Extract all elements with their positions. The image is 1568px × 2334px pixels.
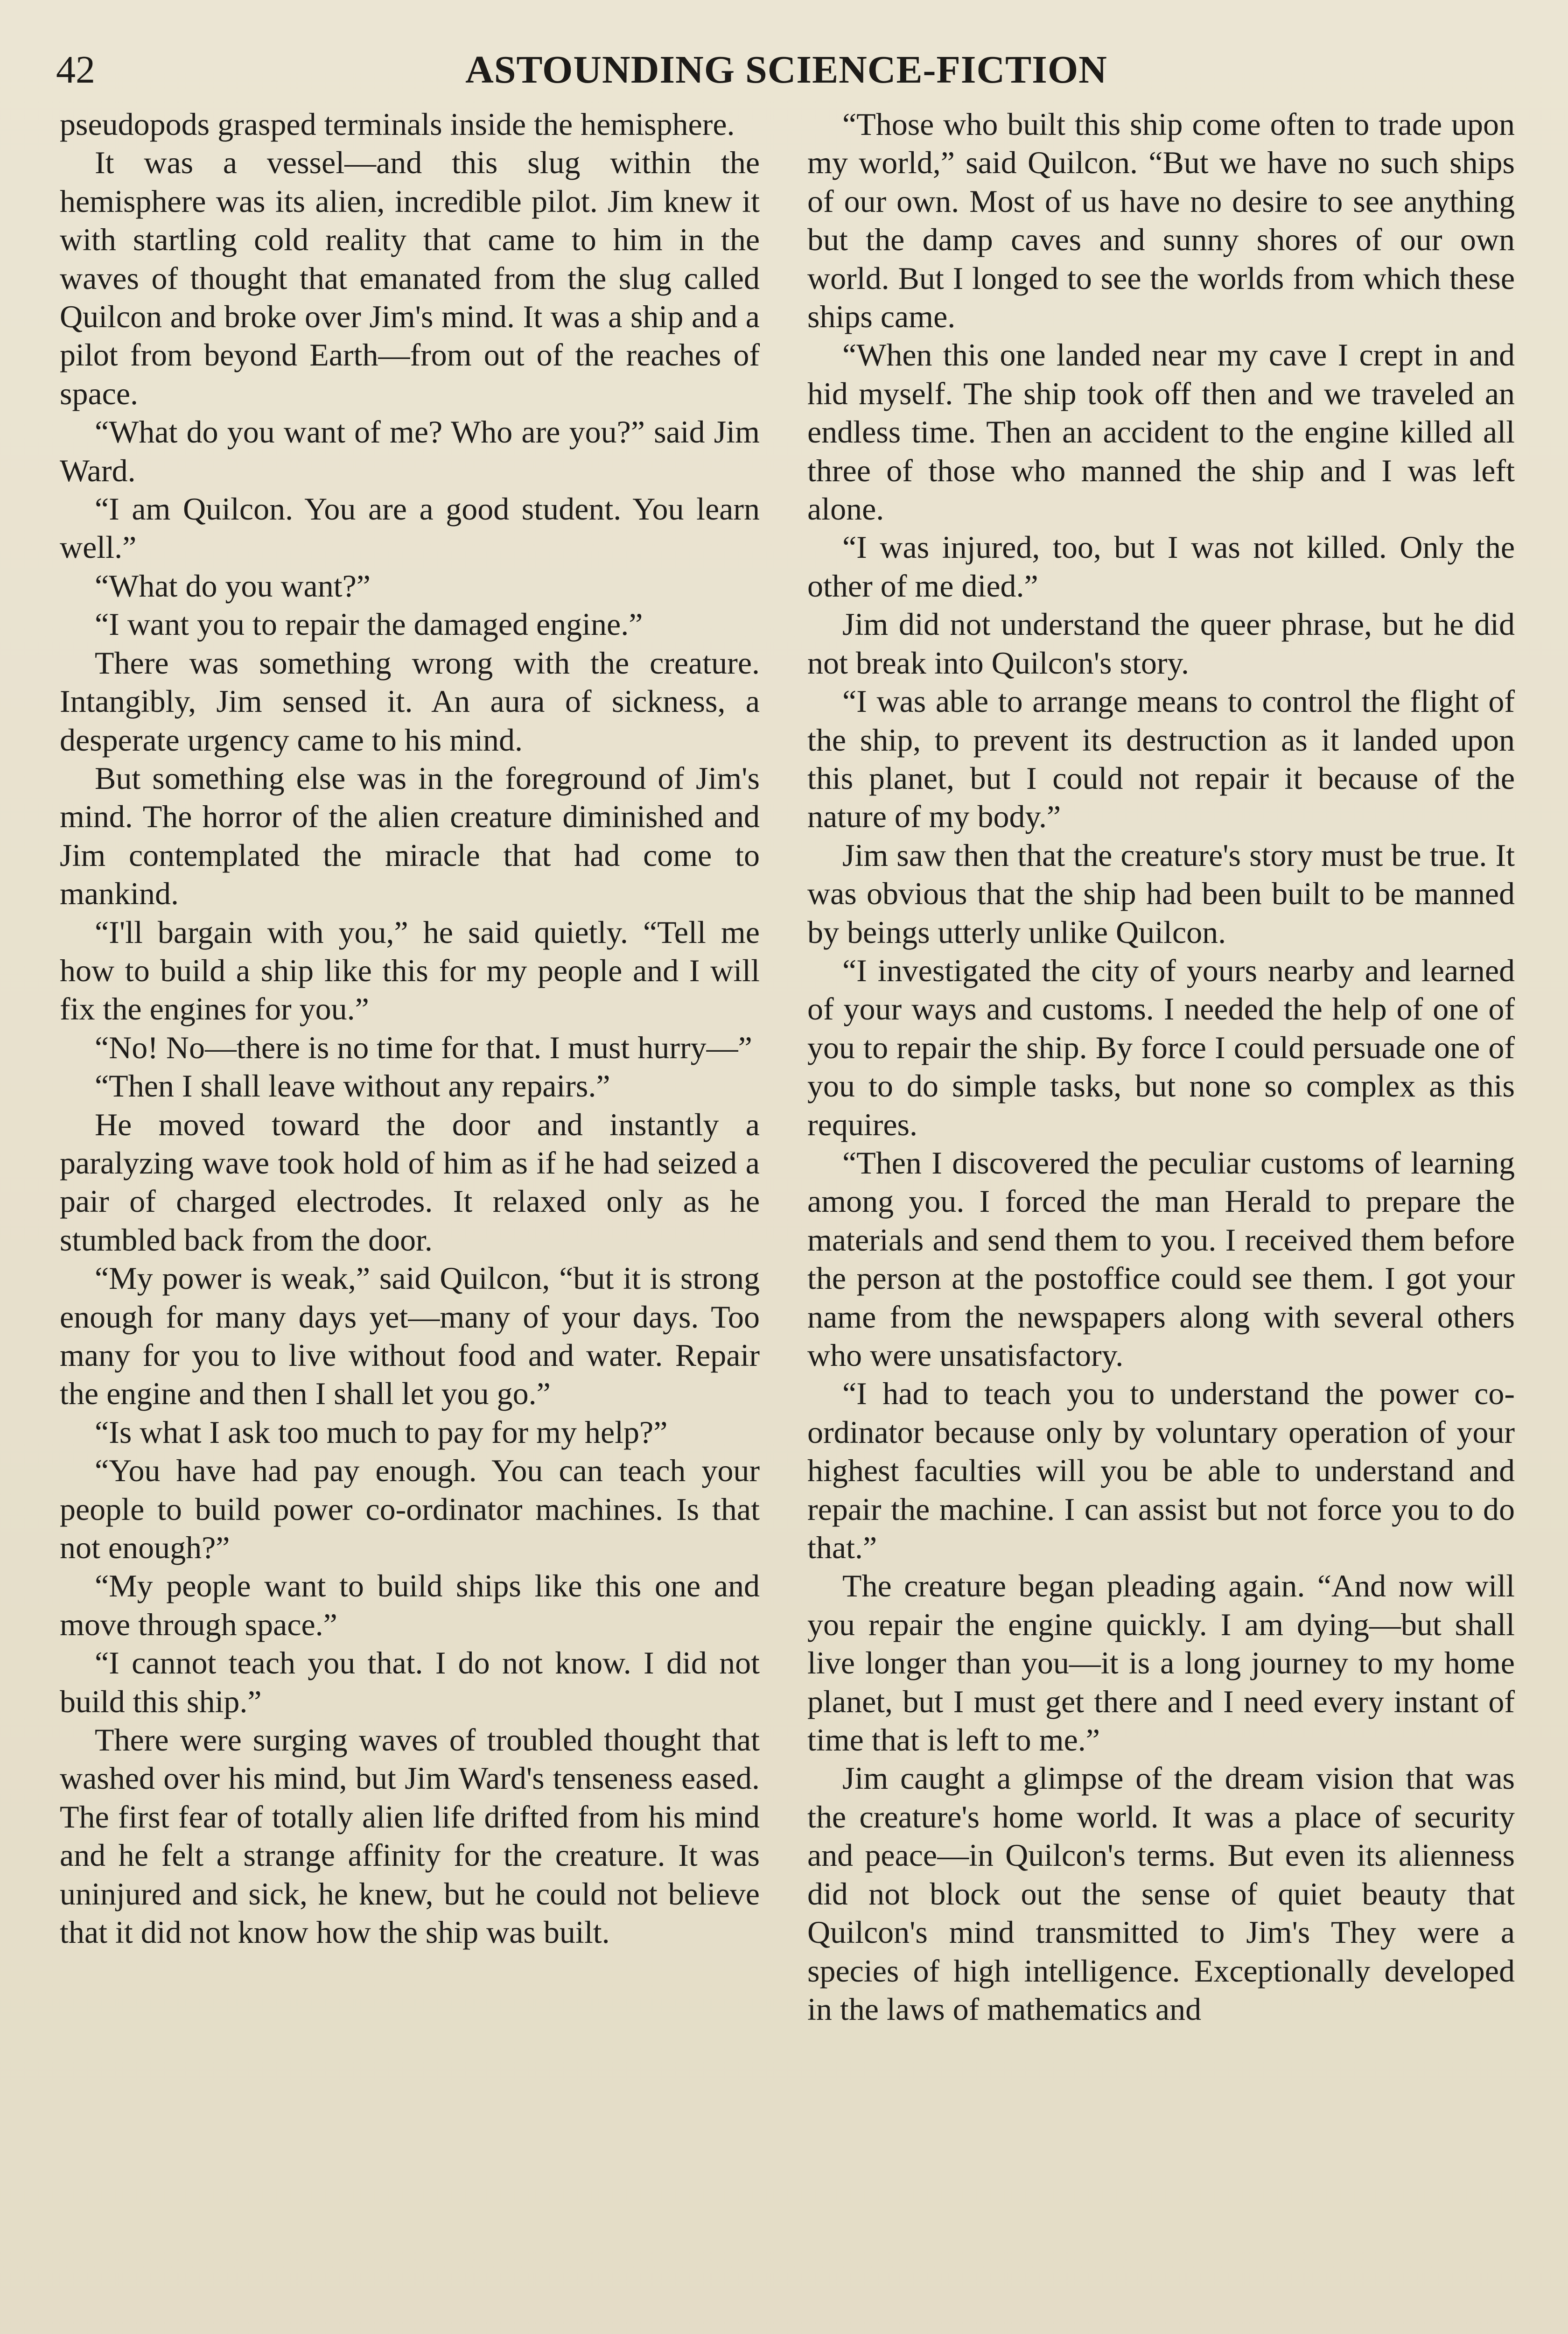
paragraph: “You have had pay enough. You can teach your people to build power co-ordinator machines. Is that not enough?” (60, 1453, 760, 1566)
paragraph: He moved toward the door and instantly a paralyzing wave took hold of him as if he had seized a pair of charged electrodes. It relaxed only as he stumbled back from the door. (60, 1106, 760, 1258)
paragraph: Jim did not understand the queer phrase, but he did not break into Quilcon's story. (807, 606, 1515, 681)
paragraph: Jim caught a glimpse of the dream vision that was the creature's home world. It was a place of security and peace—in Quilcon's terms. But even its alienness did not block out the sense of quiet beauty that Quilcon's mind transmitted to Jim's They were a species of high intelligence. Exceptionally developed in the laws of mathematics and (807, 1760, 1515, 2027)
paragraph: “I investigated the city of yours nearby and learned of your ways and customs. I needed the help of one of you to repair the ship. By force I could persuade one of you to do simple tasks, but none so complex as this requires. (807, 952, 1515, 1142)
paragraph: Jim saw then that the creature's story must be true. It was obvious that the ship had been built to be manned by beings utterly unlike Quilcon. (807, 837, 1515, 950)
page-number: 42 (56, 48, 95, 91)
running-title: ASTOUNDING SCIENCE-FICTION (465, 48, 1107, 91)
paragraph: “What do you want of me? Who are you?” said Jim Ward. (60, 414, 760, 488)
paragraph: “I had to teach you to understand the power co-ordinator because only by voluntary operation of your highest faculties will you be able to understand and repair the machine. I can assist but not force you to do that.” (807, 1376, 1515, 1566)
paragraph: It was a vessel—and this slug within the hemisphere was its alien, incredible pilot. Jim knew it with startling cold reality that came to him in the waves of thought that emanated from the slug called Quilcon and broke over Jim's mind. It was a ship and a pilot from beyond Earth—from out of the reaches of space. (60, 145, 760, 411)
page-header (56, 42, 1517, 98)
paragraph: “Then I shall leave without any repairs.” (95, 1068, 610, 1104)
paragraph: “My power is weak,” said Quilcon, “but it is strong enough for many days yet—many of your days. Too many for you to live without food and water. Repair the engine and then I shall let you go.” (60, 1260, 760, 1412)
right-column (807, 105, 1515, 2028)
paragraph: There was something wrong with the creature. Intangibly, Jim sensed it. An aura of sickness, a desperate urgency came to his mind. (60, 645, 760, 758)
paragraph: “I was able to arrange means to control the flight of the ship, to prevent its destruction as it landed upon this planet, but I could not repair it because of the nature of my body.” (807, 683, 1515, 835)
paragraph: “Is what I ask too much to pay for my help?” (95, 1414, 668, 1450)
paragraph: “Then I discovered the peculiar customs of learning among you. I forced the man Herald to prepare the materials and send them to you. I received them before the person at the postoffice could see them. I got your name from the newspapers along with several others who were unsatisfactory. (807, 1145, 1515, 1373)
paragraph: “I want you to repair the damaged engine.” (95, 606, 643, 642)
paragraph: “When this one landed near my cave I crept in and hid myself. The ship took off then and we traveled an endless time. Then an accident to the engine killed all three of those who manned the ship and I was left alone. (807, 337, 1515, 527)
left-column (60, 105, 760, 1952)
paragraph: “I was injured, too, but I was not killed. Only the other of me died.” (807, 529, 1515, 604)
paragraph: “I cannot teach you that. I do not know. I did not build this ship.” (60, 1645, 760, 1719)
paragraph: “I'll bargain with you,” he said quietly. “Tell me how to build a ship like this for my people and I will fix the engines for you.” (60, 914, 760, 1027)
paragraph: “No! No—there is no time for that. I must hurry—” (95, 1029, 752, 1065)
paragraph: “My people want to build ships like this one and move through space.” (60, 1568, 760, 1642)
paragraph: pseudopods grasped terminals inside the hemisphere. (60, 106, 735, 142)
paragraph: “What do you want?” (95, 568, 371, 604)
paragraph: “Those who built this ship come often to trade upon my world,” said Quilcon. “But we have no such ships of our own. Most of us have no desire to see anything but the damp caves and sunny shores of our own world. But I longed to see the worlds from which these ships came. (807, 106, 1515, 335)
paragraph: The creature began pleading again. “And now will you repair the engine quickly. I am dying—but shall live longer than you—it is a long journey to my home planet, but I must get there and I need every instant of time that is left to me.” (807, 1568, 1515, 1758)
paragraph: But something else was in the foreground of Jim's mind. The horror of the alien creature diminished and Jim contemplated the miracle that had come to mankind. (60, 760, 760, 912)
paragraph: There were surging waves of troubled thought that washed over his mind, but Jim Ward's tenseness eased. The first fear of totally alien life drifted from his mind and he felt a strange affinity for the creature. It was uninjured and sick, he knew, but he could not believe that it did not know how the ship was built. (60, 1722, 760, 1950)
paragraph: “I am Quilcon. You are a good student. You learn well.” (60, 491, 760, 565)
